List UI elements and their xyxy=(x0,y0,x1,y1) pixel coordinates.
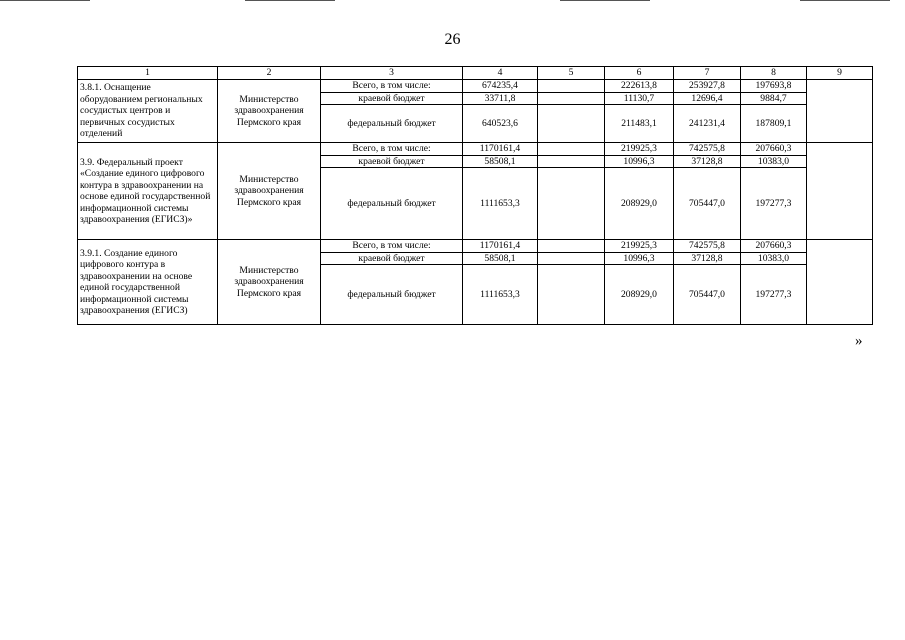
year-col6-cell: 208929,0 xyxy=(605,265,674,325)
year-col7-cell: 705447,0 xyxy=(674,265,741,325)
funding-source-cell: краевой бюджет xyxy=(321,155,463,168)
column-header: 9 xyxy=(807,67,873,80)
funding-source-cell: Всего, в том числе: xyxy=(321,143,463,156)
column-header: 5 xyxy=(538,67,605,80)
year-col8-cell: 207660,3 xyxy=(741,240,807,253)
year-col6-cell: 208929,0 xyxy=(605,168,674,240)
col9-cell xyxy=(807,143,873,240)
year-col5-cell xyxy=(538,240,605,253)
year-col6-cell: 222613,8 xyxy=(605,80,674,93)
funding-source-cell: краевой бюджет xyxy=(321,252,463,265)
total-cell: 1111653,3 xyxy=(463,168,538,240)
year-col5-cell xyxy=(538,265,605,325)
column-header: 4 xyxy=(463,67,538,80)
funding-source-cell: федеральный бюджет xyxy=(321,265,463,325)
year-col7-cell: 37128,8 xyxy=(674,155,741,168)
funding-source-cell: федеральный бюджет xyxy=(321,168,463,240)
funding-source-cell: федеральный бюджет xyxy=(321,105,463,143)
executor-cell: Министерство здравоохранения Пермского края xyxy=(218,240,321,325)
total-cell: 1170161,4 xyxy=(463,240,538,253)
event-name-cell: 3.9.1. Создание единого цифрового контура в здравоохранении на основе единой государственной информационной системы здравоохранения (ЕГИСЗ) xyxy=(78,240,218,325)
year-col7-cell: 37128,8 xyxy=(674,252,741,265)
year-col8-cell: 9884,7 xyxy=(741,92,807,105)
year-col5-cell xyxy=(538,168,605,240)
year-col6-cell: 10996,3 xyxy=(605,252,674,265)
year-col7-cell: 742575,8 xyxy=(674,240,741,253)
total-cell: 33711,8 xyxy=(463,92,538,105)
executor-cell: Министерство здравоохранения Пермского края xyxy=(218,80,321,143)
total-cell: 1111653,3 xyxy=(463,265,538,325)
year-col5-cell xyxy=(538,92,605,105)
column-header: 6 xyxy=(605,67,674,80)
year-col5-cell xyxy=(538,105,605,143)
table-row xyxy=(78,80,873,93)
col9-cell xyxy=(807,80,873,143)
year-col5-cell xyxy=(538,155,605,168)
total-cell: 640523,6 xyxy=(463,105,538,143)
page-number: 26 xyxy=(444,31,461,48)
year-col7-cell: 241231,4 xyxy=(674,105,741,143)
year-col7-cell: 253927,8 xyxy=(674,80,741,93)
total-cell: 58508,1 xyxy=(463,155,538,168)
year-col8-cell: 207660,3 xyxy=(741,143,807,156)
executor-cell: Министерство здравоохранения Пермского края xyxy=(218,143,321,240)
header-row xyxy=(78,67,873,80)
budget-table xyxy=(77,66,873,325)
scan-edge-line xyxy=(0,0,90,1)
funding-source-cell: Всего, в том числе: xyxy=(321,240,463,253)
year-col6-cell: 219925,3 xyxy=(605,240,674,253)
table-row xyxy=(78,143,873,156)
year-col6-cell: 10996,3 xyxy=(605,155,674,168)
year-col8-cell: 187809,1 xyxy=(741,105,807,143)
column-header: 2 xyxy=(218,67,321,80)
total-cell: 674235,4 xyxy=(463,80,538,93)
year-col6-cell: 211483,1 xyxy=(605,105,674,143)
total-cell: 1170161,4 xyxy=(463,143,538,156)
year-col8-cell: 10383,0 xyxy=(741,252,807,265)
year-col8-cell: 197277,3 xyxy=(741,265,807,325)
scan-edge-line xyxy=(800,0,890,1)
year-col7-cell: 12696,4 xyxy=(674,92,741,105)
year-col8-cell: 197277,3 xyxy=(741,168,807,240)
col9-cell xyxy=(807,240,873,325)
scan-edge-line xyxy=(245,0,335,1)
funding-source-cell: краевой бюджет xyxy=(321,92,463,105)
column-header: 7 xyxy=(674,67,741,80)
column-header: 1 xyxy=(78,67,218,80)
year-col6-cell: 219925,3 xyxy=(605,143,674,156)
total-cell: 58508,1 xyxy=(463,252,538,265)
year-col5-cell xyxy=(538,143,605,156)
scan-edge-line xyxy=(560,0,650,1)
year-col7-cell: 742575,8 xyxy=(674,143,741,156)
year-col6-cell: 11130,7 xyxy=(605,92,674,105)
year-col8-cell: 197693,8 xyxy=(741,80,807,93)
year-col8-cell: 10383,0 xyxy=(741,155,807,168)
event-name-cell: 3.9. Федеральный проект «Создание единого цифрового контура в здравоохранении на основе единой государственной информационной системы здравоохранения (ЕГИСЗ)» xyxy=(78,143,218,240)
year-col5-cell xyxy=(538,252,605,265)
table-row xyxy=(78,240,873,253)
closing-quote-mark: » xyxy=(855,333,863,349)
year-col7-cell: 705447,0 xyxy=(674,168,741,240)
column-header: 3 xyxy=(321,67,463,80)
column-header: 8 xyxy=(741,67,807,80)
funding-source-cell: Всего, в том числе: xyxy=(321,80,463,93)
year-col5-cell xyxy=(538,80,605,93)
event-name-cell: 3.8.1. Оснащение оборудованием региональных сосудистых центров и первичных сосудистых отделений xyxy=(78,80,218,143)
